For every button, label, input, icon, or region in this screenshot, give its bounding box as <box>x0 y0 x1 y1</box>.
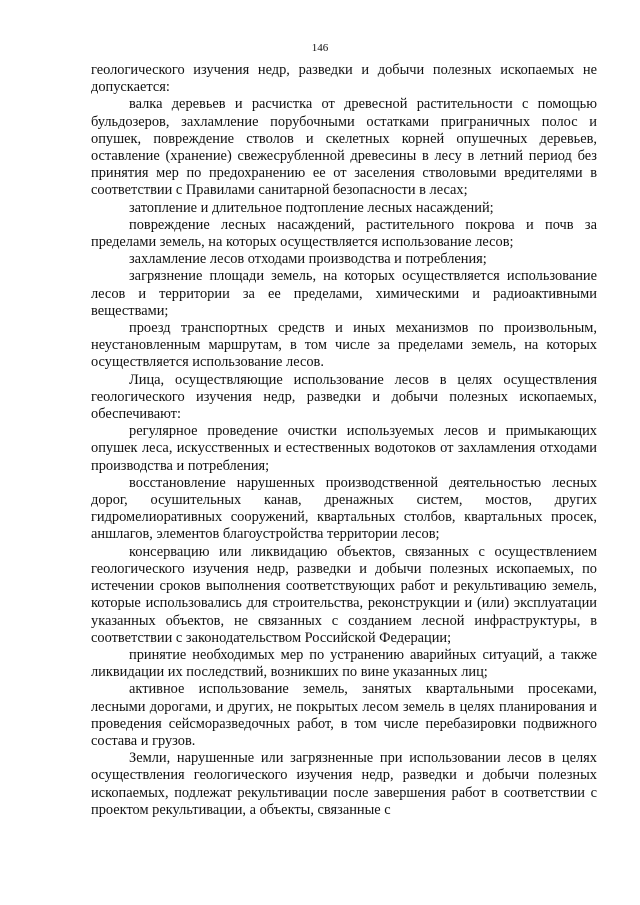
paragraph-felling-clearing: валка деревьев и расчистка от древесной растительности с помощью бульдозеров, захламление порубочными остатками приграничных полос и опушек, повреждение стволов и скелетных корней опушечных деревьев, оставление (хранение) свежесрубленной древесины в лесу в летний период без принятия мер по предохранению ее от заселения стволовыми вредителями в соответствии с Правилами санитарной безопасности в лесах; <box>91 96 597 199</box>
paragraph-reclamation: Земли, нарушенные или загрязненные при использовании лесов в целях осуществления геологического изучения недр, разведки и добычи полезных ископаемых, подлежат рекультивации после завершения работ в соответствии с проектом рекультивации, а объекты, связанные с <box>91 750 597 818</box>
paragraph-restoration: восстановление нарушенных производственной деятельностью лесных дорог, осушительных канав, дренажных систем, мостов, других гидромелиоративных сооружений, квартальных столбов, квартальных просек, аншлагов, элементов благоустройства территории лесов; <box>91 474 597 543</box>
paragraph-emergencies: принятие необходимых мер по устранению аварийных ситуаций, а также ликвидации их последствий, возникших по вине указанных лиц; <box>91 646 597 681</box>
document-body <box>91 62 597 819</box>
paragraph-flooding: затопление и длительное подтопление лесных насаждений; <box>129 199 494 216</box>
paragraph-continuation: геологического изучения недр, разведки и добычи полезных ископаемых не допускается: <box>91 62 597 96</box>
paragraph-vehicle-passage: проезд транспортных средств и иных механизмов по произвольным, неустановленным маршрутам, в том числе за пределами земель, на которых осуществляется использование лесов. <box>91 320 597 371</box>
paragraph-obligations-intro: Лица, осуществляющие использование лесов в целях осуществления геологического изучения недр, разведки и добычи полезных ископаемых, обеспечивают: <box>91 371 597 423</box>
page-number: 146 <box>311 42 329 54</box>
paragraph-littering: захламление лесов отходами производства и потребления; <box>129 251 487 268</box>
paragraph-pollution: загрязнение площади земель, на которых осуществляется использование лесов и территории за ее пределами, химическими и радиоактивными веществами; <box>91 268 597 319</box>
paragraph-cleaning: регулярное проведение очистки используемых лесов и примыкающих опушек леса, искусственных и естественных водотоков от захламления отходами производства и потребления; <box>91 423 597 474</box>
paragraph-land-use: активное использование земель, занятых квартальными просеками, лесными дорогами, и других, не покрытых лесом земель в целях планирования и проведения сейсморазведочных работ, в том числе перебазировки подвижного состава и грузов. <box>91 681 597 749</box>
paragraph-damage-outside: повреждение лесных насаждений, растительного покрова и почв за пределами земель, на которых осуществляется использование лесов; <box>91 216 597 251</box>
paragraph-conservation: консервацию или ликвидацию объектов, связанных с осуществлением геологического изучения недр, разведки и добычи полезных ископаемых, по истечении сроков выполнения соответствующих работ и рекультивацию земель, которые использовались для строительства, реконструкции и (или) эксплуатации указанных объектов, не связанных с созданием лесной инфраструктуры, в соответствии с законодательством Российской Федерации; <box>91 543 597 646</box>
